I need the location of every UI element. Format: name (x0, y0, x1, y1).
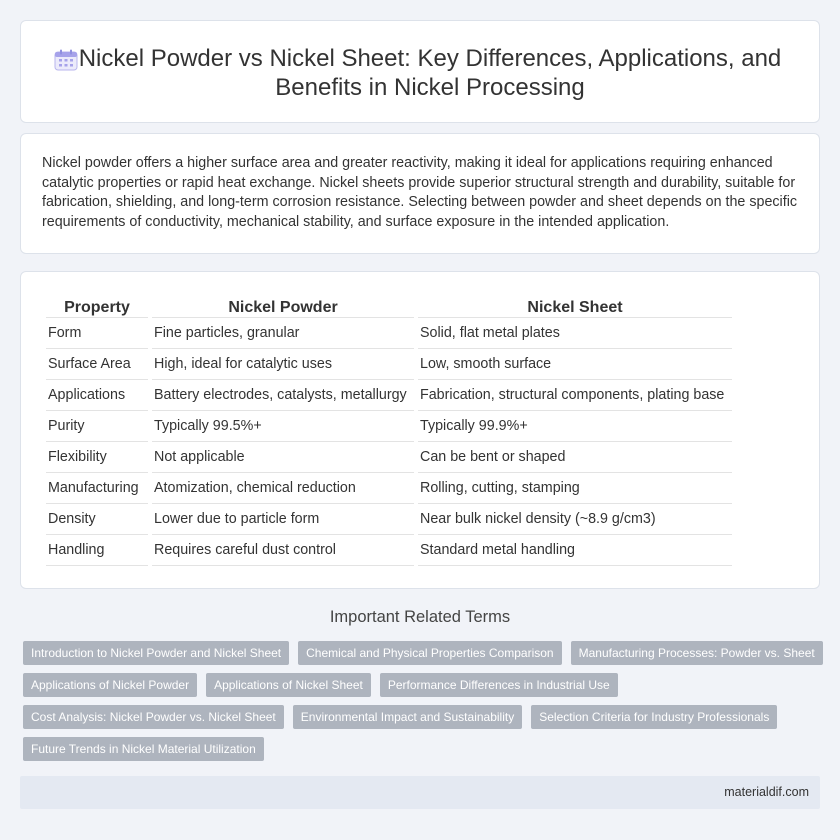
column-header-property: Property (46, 294, 148, 318)
comparison-table-card (20, 271, 820, 589)
table-cell: Handling (46, 535, 148, 566)
table-cell: Purity (46, 411, 148, 442)
table-cell: Typically 99.9%+ (418, 411, 732, 442)
table-cell: Applications (46, 380, 148, 411)
related-term-tag[interactable]: Manufacturing Processes: Powder vs. Sheet (571, 641, 823, 665)
footer (20, 776, 820, 809)
table-cell: Flexibility (46, 442, 148, 473)
table-row (46, 349, 732, 380)
table-cell: High, ideal for catalytic uses (152, 349, 414, 380)
related-term-tag[interactable]: Environmental Impact and Sustainability (293, 705, 522, 729)
table-cell: Standard metal handling (418, 535, 732, 566)
related-term-tag[interactable]: Applications of Nickel Sheet (206, 673, 371, 697)
footer-site-link[interactable]: materialdif.com (724, 785, 809, 799)
related-term-tag[interactable]: Chemical and Physical Properties Comparison (298, 641, 561, 665)
table-cell: Typically 99.5%+ (152, 411, 414, 442)
table-cell: Manufacturing (46, 473, 148, 504)
table-row (46, 318, 732, 349)
table-cell: Atomization, chemical reduction (152, 473, 414, 504)
table-cell: Battery electrodes, catalysts, metallurgy (152, 380, 414, 411)
summary-card (20, 133, 820, 254)
table-cell: Rolling, cutting, stamping (418, 473, 732, 504)
column-header-nickel-powder: Nickel Powder (152, 294, 414, 318)
related-term-tag[interactable]: Introduction to Nickel Powder and Nickel Sheet (23, 641, 289, 665)
related-term-tag[interactable]: Performance Differences in Industrial Use (380, 673, 618, 697)
table-row (46, 535, 732, 566)
header-card (20, 20, 820, 123)
table-cell: Fabrication, structural components, plating base (418, 380, 732, 411)
summary-text: Nickel powder offers a higher surface area and greater reactivity, making it ideal for applications requiring enhanced catalytic properties or rapid heat exchange. Nickel sheets provide superior structural strength and durability, suitable for fabrication, shielding, and long-term corrosion resistance. Selecting between powder and sheet depends on the specific requirements of conductivity, mechanical stability, and surface exposure in the intended application. (42, 155, 798, 230)
table-row (46, 442, 732, 473)
table-cell: Low, smooth surface (418, 349, 732, 380)
table-cell: Form (46, 318, 148, 349)
table-header-row (46, 294, 732, 318)
table-row (46, 504, 732, 535)
table-cell: Surface Area (46, 349, 148, 380)
related-term-tag[interactable]: Future Trends in Nickel Material Utilization (23, 737, 264, 761)
table-cell: Density (46, 504, 148, 535)
comparison-table (42, 294, 736, 566)
table-cell: Fine particles, granular (152, 318, 414, 349)
page-title: Nickel Powder vs Nickel Sheet: Key Differences, Applications, and Benefits in Nickel Processing (78, 45, 782, 101)
table-cell: Solid, flat metal plates (418, 318, 732, 349)
related-terms-title: Important Related Terms (329, 608, 511, 626)
table-cell: Lower due to particle form (152, 504, 414, 535)
table-cell: Can be bent or shaped (418, 442, 732, 473)
table-row (46, 380, 732, 411)
related-term-tag[interactable]: Cost Analysis: Nickel Powder vs. Nickel Sheet (23, 705, 284, 729)
related-terms-list (23, 641, 823, 769)
related-term-tag[interactable]: Selection Criteria for Industry Professionals (531, 705, 777, 729)
table-cell: Requires careful dust control (152, 535, 414, 566)
table-cell: Not applicable (152, 442, 414, 473)
related-term-tag[interactable]: Applications of Nickel Powder (23, 673, 197, 697)
column-header-nickel-sheet: Nickel Sheet (418, 294, 732, 318)
table-row (46, 473, 732, 504)
table-row (46, 411, 732, 442)
table-cell: Near bulk nickel density (~8.9 g/cm3) (418, 504, 732, 535)
